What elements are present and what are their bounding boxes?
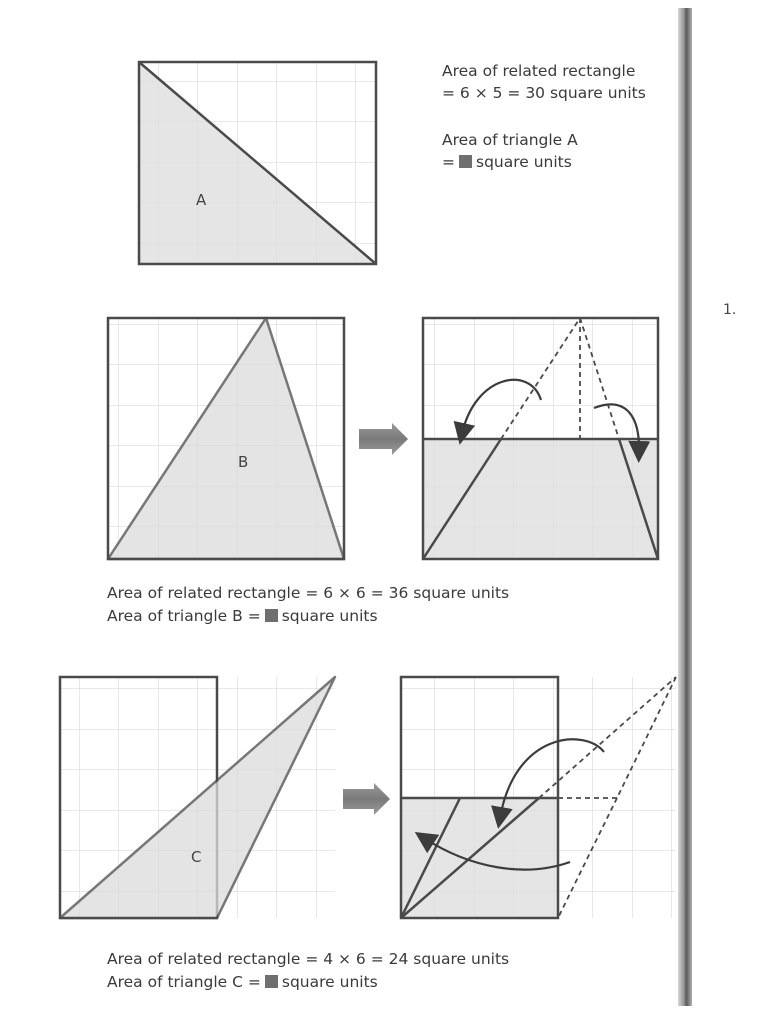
half-rectangle-b [423,439,658,559]
book-spine [678,8,692,1006]
figure-b [108,318,344,559]
rect-a-line1: Area of related rectangle [442,62,636,80]
figure-a [139,62,376,264]
triangle-b-label: B [238,453,249,471]
tri-a-prefix: = [442,153,455,171]
tri-c-prefix: Area of triangle C = [107,973,261,991]
rect-c-line: Area of related rectangle = 4 × 6 = 24 square units [107,950,510,968]
figure-c-rearranged [401,677,676,918]
tri-a-suffix: square units [476,153,572,171]
transform-arrow-icon-b [359,423,408,455]
tri-b-line [107,605,378,627]
figure-b-rearranged [423,318,658,559]
answer-box-a [459,155,472,168]
tri-b-suffix: square units [281,607,378,625]
answer-box-b [265,609,278,622]
rect-b-line: Area of related rectangle = 6 × 6 = 36 square units [107,584,510,602]
rect-a-line2: = 6 × 5 = 30 square units [442,84,646,102]
transform-arrow-icon-c [343,783,390,815]
triangle-c-label: C [191,848,202,866]
tri-c-suffix: square units [281,973,378,991]
tri-a-line1: Area of triangle A [442,131,578,149]
tri-c-line [107,971,378,993]
figure-c [60,677,335,918]
half-rectangle-c [401,798,558,918]
answer-box-c [265,975,278,988]
page-number: 1. [723,302,737,318]
triangle-a-label: A [196,191,207,209]
tri-b-prefix: Area of triangle B = [107,607,261,625]
tri-a-line2 [442,151,572,173]
